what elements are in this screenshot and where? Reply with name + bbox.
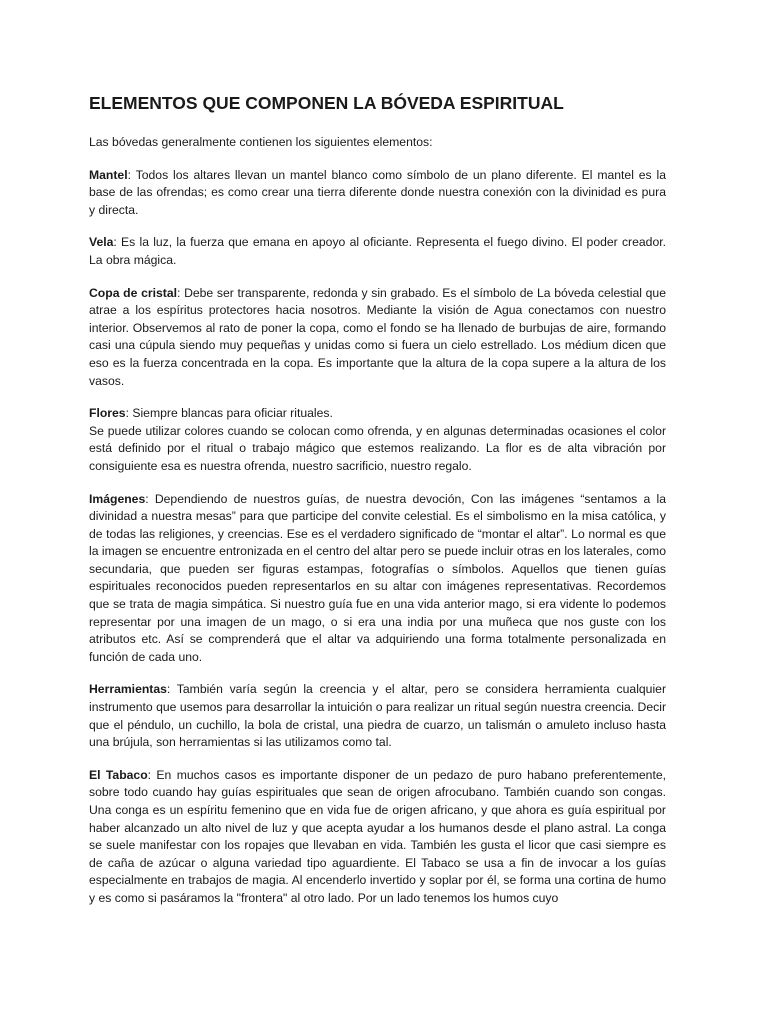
section-el-tabaco	[89, 767, 666, 908]
section-text: : Debe ser transparente, redonda y sin grabado. Es el símbolo de La bóveda celestial que atrae a los espíritus protectores hacia nosotros. Mediante la visión de Agua conectamos con nuestro interior. Observemos al rato de poner la copa, como el fondo se ha llenado de burbujas de aire, formando casi una cúpula siendo muy pequeñas y unidas como si fuera un cielo estrellado. Los médium dicen que eso es la fuerza concentrada en la copa. Es importante que la altura de la copa supere a la altura de los vasos.	[89, 285, 666, 388]
section-text: : Siempre blancas para oficiar rituales.	[125, 406, 333, 421]
document-title: ELEMENTOS QUE COMPONEN LA BÓVEDA ESPIRITUAL	[89, 93, 564, 113]
section-term: Vela	[89, 235, 114, 250]
section-term: Imágenes	[89, 491, 146, 506]
section-copa-de-cristal	[89, 285, 666, 391]
section-term: El Tabaco	[89, 767, 148, 782]
section-vela	[89, 234, 666, 269]
section-text: : En muchos casos es importante disponer de un pedazo de puro habano preferentemente, sobre todo cuando hay guías espirituales que sean de origen afrocubano. También cuando son congas. Una conga es un espíritu femenino que en vida fue de origen africano, y que ahora es guía espiritual por haber alcanzado un alto nivel de luz y que acepta ayudar a los humanos desde el plano astral. La conga se suele manifestar con los ropajes que llevaban en vida. También les gusta el licor que casi siempre es de caña de azúcar o alguna variedad tipo aguardiente. El Tabaco se usa a fin de invocar a los guías especialmente en trabajos de magia. Al encenderlo invertido y soplar por él, se forma una cortina de humo y es como si pasáramos la "frontera" al otro lado. Por un lado tenemos los humos cuyo	[89, 767, 666, 905]
section-text: : También varía según la creencia y el altar, pero se considera herramienta cualquier instrumento que usemos para desarrollar la intuición o para realizar un ritual según nuestra creencia. Decir que el péndulo, un cuchillo, la bola de cristal, una piedra de cuarzo, un talismán o amuleto incluso hasta una brújula, son herramientas si las utilizamos como tal.	[89, 682, 666, 750]
section-text: : Todos los altares llevan un mantel blanco como símbolo de un plano diferente. El mantel es la base de las ofrendas; es como crear una tierra diferente donde nuestra conexión con la divinidad es pura y directa.	[89, 167, 666, 217]
section-term: Herramientas	[89, 682, 167, 697]
intro-paragraph: Las bóvedas generalmente contienen los siguientes elementos:	[89, 135, 433, 149]
section-term: Copa de cristal	[89, 285, 177, 300]
section-mantel	[89, 167, 666, 220]
section-imagenes	[89, 491, 666, 667]
section-flores	[89, 405, 666, 475]
section-text: : Dependiendo de nuestros guías, de nuestra devoción, Con las imágenes “sentamos a la divinidad a nuestra mesas” para que participe del convite celestial. Es el simbolismo en la misa católica, y de todas las religiones, y creencias. Ese es el verdadero significado de “montar el altar”. Lo normal es que la imagen se encuentre entronizada en el centro del altar pero se puede incluir otras en los laterales, como secundaria, que pueden ser figuras estampas, fotografías o símbolos. Aquellos que tienen guías espirituales reconocidos pueden representarlos en su altar con imágenes representativas. Recordemos que se trata de magia simpática. Si nuestro guía fue en una vida anterior mago, si era vidente lo podemos representar por una imagen de un mago, o si era una india por una muñeca que nos guste con los atributos etc. Así se comprenderá que el altar va adquiriendo una forma totalmente personalizada en función de cada uno.	[89, 491, 666, 664]
section-text: : Es la luz, la fuerza que emana en apoyo al oficiante. Representa el fuego divino. El poder creador. La obra mágica.	[89, 235, 666, 267]
section-text-extra: Se puede utilizar colores cuando se colocan como ofrenda, y en algunas determinadas ocasiones el color está definido por el ritual o trabajo mágico que estemos realizando. La flor es de alta vibración por consiguiente esa es nuestra ofrenda, nuestro sacrificio, nuestro regalo.	[89, 423, 666, 473]
section-term: Mantel	[89, 167, 128, 182]
section-herramientas	[89, 681, 666, 751]
section-term: Flores	[89, 406, 126, 421]
